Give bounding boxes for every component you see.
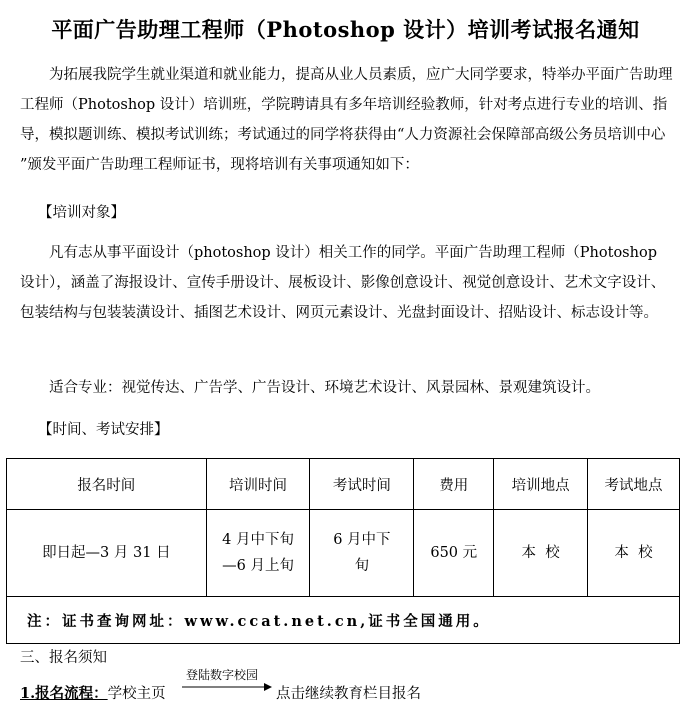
cell-enroll-time: 即日起—3 月 31 日 <box>7 510 207 597</box>
cell-exam-time <box>310 510 414 597</box>
intro-paragraph: 为拓展我院学生就业渠道和就业能力，提高从业人员素质，应广大同学要求，特举办平面广告助理工程师（Photoshop 设计）培训班，学院聘请具有多年培训经验教师，针对考点进行专业的培训、指导，模拟题训练、模拟考试训练；考试通过的同学将获得由“人力资源社会保障部高级公务员培训中心 ”颁发平面广告助理工程师证书，现将培训有关事项通知如下： <box>20 67 673 173</box>
certificate-note: 注：证书查询网址：www.ccat.net.cn,证书全国通用。 <box>7 597 680 644</box>
header-train-time: 培训时间 <box>206 459 310 510</box>
step-1-label: 1.报名流程： <box>20 685 108 702</box>
page-title: 平面广告助理工程师（Photoshop 设计）培训考试报名通知 <box>51 17 640 42</box>
majors-paragraph: 适合专业：视觉传达、广告学、广告设计、环境艺术设计、风景园林、景观建筑设计。 <box>49 380 600 396</box>
section-heading-notes: 三、报名须知 <box>20 650 107 666</box>
cell-exam-place: 本 校 <box>588 510 680 597</box>
step-arrow-label: 登陆数字校园 <box>186 668 259 682</box>
enroll-step-1 <box>20 682 166 703</box>
header-exam-place: 考试地点 <box>588 459 680 510</box>
header-exam-time: 考试时间 <box>310 459 414 510</box>
step-arrow <box>182 666 272 696</box>
exam-time-line2: 旬 <box>354 558 370 574</box>
cell-fee: 650 元 <box>414 510 494 597</box>
cell-train-time <box>206 510 310 597</box>
train-time-line2: —6 月上旬 <box>222 558 294 574</box>
header-fee: 费用 <box>414 459 494 510</box>
section-heading-target: 【培训对象】 <box>38 205 125 221</box>
step-1-from: 学校主页 <box>107 686 166 702</box>
target-paragraph: 凡有志从事平面设计（photoshop 设计）相关工作的同学。平面广告助理工程师（Photoshop 设计），涵盖了海报设计、宣传手册设计、展板设计、影像创意设计、视觉创意设计、艺术文字设计、包装结构与包装装潢设计、插图艺术设计、网页元素设计、光盘封面设计、招贴设计、标志设计等。 <box>20 245 666 321</box>
section-heading-schedule: 【时间、考试安排】 <box>38 422 169 438</box>
step-1-to: 点击继续教育栏目报名 <box>276 686 421 702</box>
table-note-row <box>7 597 680 644</box>
header-train-place: 培训地点 <box>494 459 588 510</box>
train-time-line1: 4 月中下旬 <box>222 532 294 548</box>
exam-time-line1: 6 月中下 <box>333 532 391 548</box>
cell-train-place: 本 校 <box>494 510 588 597</box>
table-header-row <box>7 459 680 510</box>
table-row <box>7 510 680 597</box>
schedule-table <box>6 458 680 644</box>
header-enroll-time: 报名时间 <box>7 459 207 510</box>
right-arrow-icon <box>182 680 272 694</box>
